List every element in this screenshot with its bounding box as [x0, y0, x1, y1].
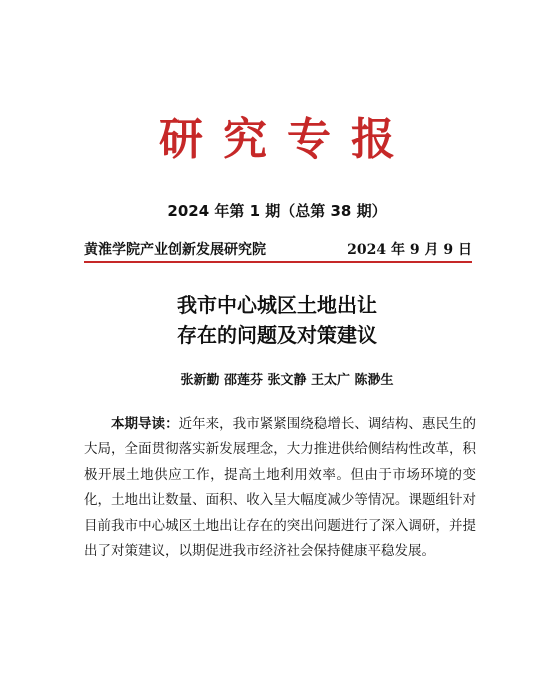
lead-text: 近年来，我市紧紧围绕稳增长、调结构、惠民生的大局，全面贯彻落实新发展理念，大力推进供给侧结构性改革，积极开展土地供应工作，提高土地利用效率。但由于市场环境的变化，土地出让数量、面积、收入呈大幅度减少等情况。课题组针对目前我市中心城区土地出让存在的突出问题进行了深入调研，并提出了对策建议，以期促进我市经济社会保持健康平稳发展。 — [84, 416, 477, 560]
article-title-line-1: 我市中心城区土地出让 — [177, 293, 377, 317]
publisher-institution: 黄淮学院产业创新发展研究院 — [84, 242, 266, 258]
lead-paragraph — [84, 412, 476, 564]
publish-date: 2024 年 9 月 9 日 — [347, 242, 472, 258]
publisher-row — [84, 240, 472, 260]
masthead-title: 研究专报 — [159, 114, 415, 165]
red-divider — [84, 261, 472, 263]
issue-number: 2024 年第 1 期（总第 38 期） — [167, 202, 387, 220]
article-authors: 张新勤 邵莲芬 张文静 王太广 陈渺生 — [180, 373, 394, 388]
lead-label: 本期导读： — [111, 416, 179, 432]
article-title-line-2: 存在的问题及对策建议 — [177, 323, 377, 347]
article-title — [0, 290, 554, 350]
